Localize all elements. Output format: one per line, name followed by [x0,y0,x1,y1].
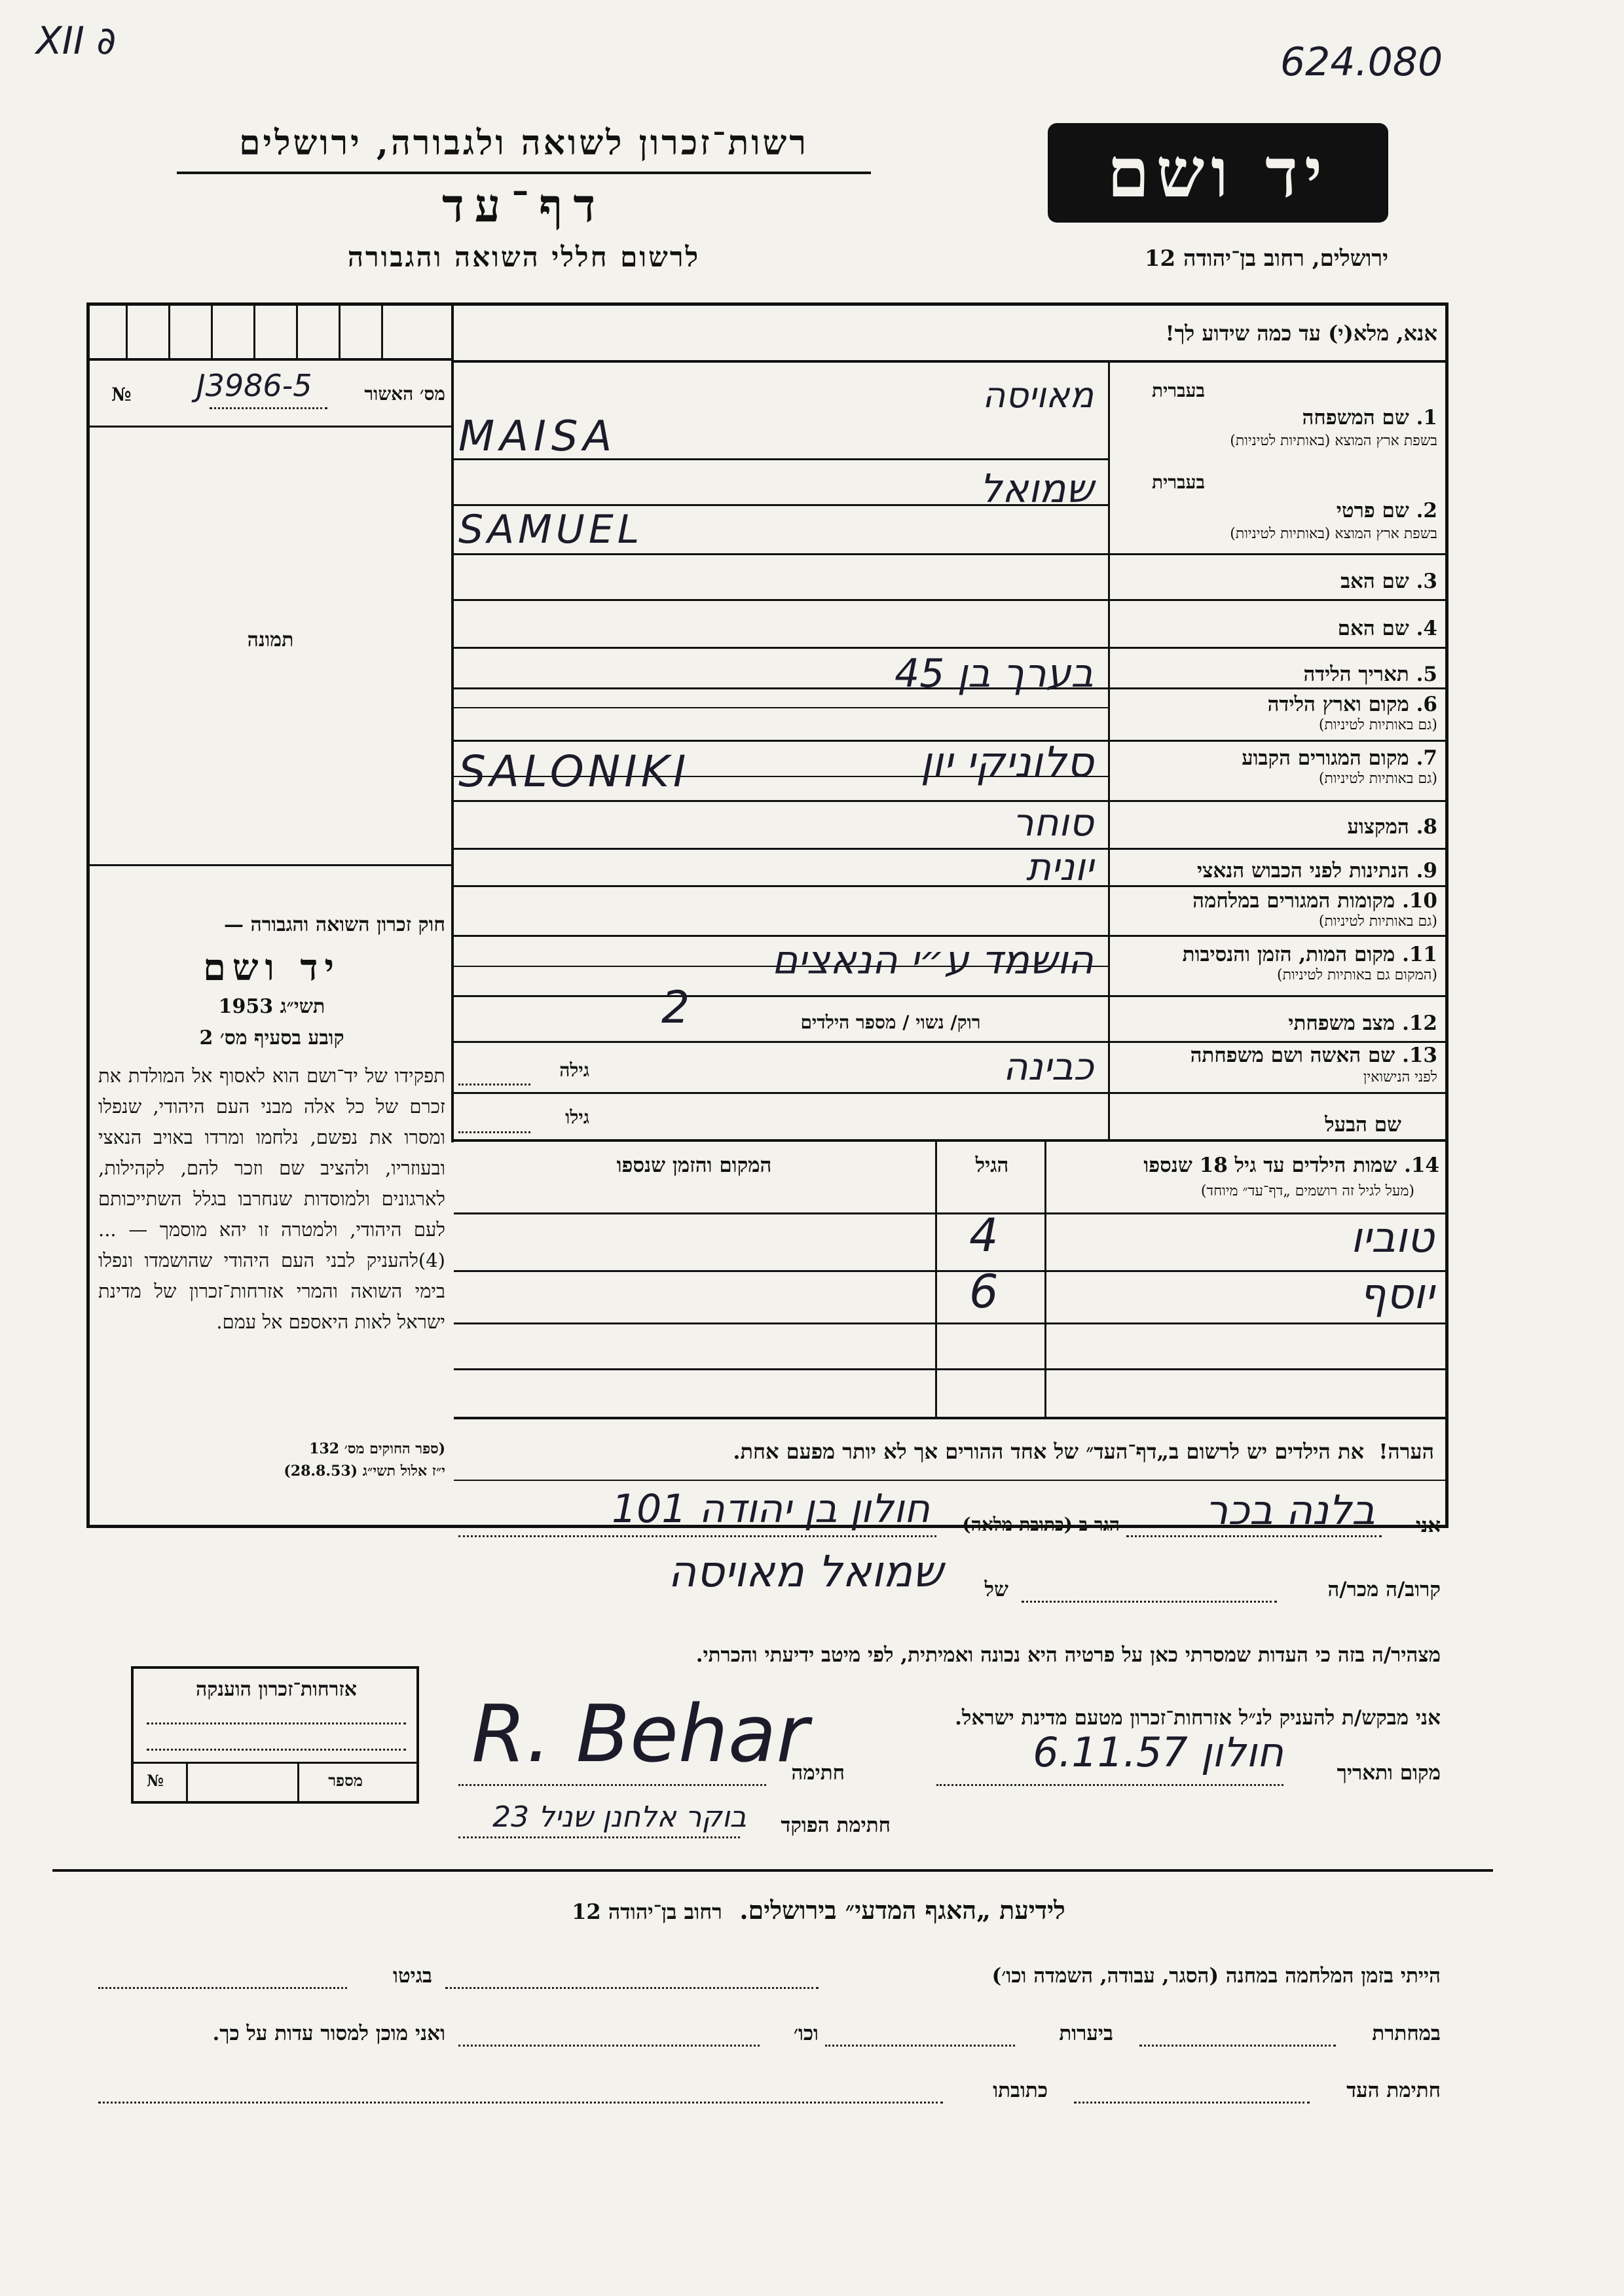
children-col-place: המקום והזמן שנספו [616,1154,772,1177]
citizenship-title: אזרחות־זכרון הוענקה [195,1678,358,1701]
yad-vashem-logo: יד ושם [1048,123,1388,223]
child-1-age: 4 [969,1209,999,1262]
field-1-sub: בשפת ארץ המוצא (באותיות לטיניות) [1230,433,1437,449]
field-6-sub: (גם באותיות לטיניות) [1318,717,1437,733]
request-text: אני מבקש/ת להעניק לנ״ל אזרחות־זכרון מטעם מדינת ישראל. [955,1706,1441,1730]
children-count: 2 [661,982,690,1034]
footer-his-address: כתובתו [993,2079,1048,2102]
field-12-label: 12. מצב משפחתי [1288,1011,1437,1035]
citizenship-box [131,1666,419,1804]
intro-text: אנא, מלא(י) עד כמה שידוע לך! [1165,321,1437,346]
header-address: ירושלים, רחוב בן־יהודה 12 [1144,246,1388,272]
approval-value: J3986-5 [196,368,312,403]
footer-forests: ביערות [1059,2022,1113,2045]
top-left-mark: XII ∂ [36,18,117,63]
field-1-label: 1. שם המשפחה [1302,406,1437,429]
field-2-lang: בעברית [1151,471,1205,493]
field-6-label: 6. מקום וארץ הלידה [1267,693,1437,716]
footer-title: לידיעת „האגף המדעי״ בירושלים. רחוב בן־יהודה 12 [572,1895,1065,1925]
children-col-age: הגיל [975,1154,1009,1177]
footer-ghetto: בגיטו [393,1964,432,1988]
wife-age-label: גילה [559,1059,589,1081]
law-section: קובע בסעיף מס׳ 2 [199,1027,344,1049]
declarant-name: בלנה בכר [1205,1486,1375,1534]
field-8-value: סוחר [1012,800,1094,845]
of-label: של [984,1578,1008,1601]
field-2-value-lat: SAMUEL [458,507,644,553]
field-3-label: 3. שם האב [1340,570,1437,593]
law-year: תשי״ג 1953 [218,995,325,1018]
officer-signature: בוקר אלחנן שניל 23 [492,1800,747,1834]
field-11-value: הושמד ע״י הנאצים [771,938,1094,983]
field-7-value-lat: SALONIKI [458,746,690,797]
signature-label: חתימה [791,1761,845,1785]
child-2-name: יוסף [1359,1270,1434,1319]
law-body: תפקידו של יד־ושם הוא לאסוף אל המולדת את זכרם של כל אלה מבני העם היהודי, שנפלו ומסרו את נפשם, נלחמו ומרדו באויב הנאצי ובעוזריו, ולהציב שם וזכר להם, לקהילות, לארגונים ולמוסדות שנחרבו בגלל השתייכותם לעם היהודי, ולמטרה זו יהא מוסמך — ...(4)להעניק לבני העם היהודי שהושמדו ונפלו בימי השואה והמרי אזרחות־זכרון של מדינת ישראל לאות היאספם אל עמם. [98,1065,445,1333]
field-5-label: 5. תאריך הלידה [1303,663,1437,686]
declarant-i-label: אני [1415,1514,1441,1537]
law-source-1: (ספר החוקים מס׳ 132 [309,1440,445,1457]
declarant-address-label: הגר ב (כתובת מלאה) [962,1514,1120,1535]
remark: הערה! את הילדים יש לרשום ב„דף־העד״ של אחד ההורים אך לא יותר מפעם אחת. [733,1439,1434,1464]
children-title: 14. שמות הילדים עד גיל 18 שנספו [1143,1154,1439,1177]
field-11-label: 11. מקום המות, הזמן והנסיבות [1182,943,1437,966]
declaration-text: מצהיר/ה בזה כי העדות שמסרתי כאן על פרטיה היא נכונה ואמיתית, לפי מיטב ידיעתי והכרתי. [695,1643,1441,1667]
approval-label: מס׳ האשור [364,383,445,405]
husband-age-label: גילו [565,1106,589,1128]
footer-etc: וכו׳ [793,2022,819,2045]
of-value: שמואל מאויסה [668,1546,943,1597]
field-2-label: 2. שם פרטי [1336,499,1437,522]
field-1-value-he: מאויסה [982,374,1094,416]
signature-value: R. Behar [471,1689,809,1780]
field-10-label: 10. מקומות המגורים במלחמה [1192,889,1437,913]
field-5-value: בערך בן 45 [895,651,1094,697]
field-2-sub: בשפת ארץ המוצא (באותיות לטיניות) [1230,526,1437,542]
place-date-label: מקום ותאריך [1337,1761,1441,1785]
field-10-sub: (גם באותיות לטיניות) [1318,913,1437,930]
place-date-value: חולון 6.11.57 [1033,1728,1283,1776]
citizenship-number-label: מספר [328,1771,363,1790]
citizenship-no: № [147,1771,164,1790]
field-1-value-lat: MAISA [458,412,618,461]
law-title: חוק זכרון השואה והגבורה — [224,913,445,936]
field-1-lang: בעברית [1151,380,1205,401]
field-11-sub: (המקום גם באותיות לטיניות) [1277,967,1437,983]
field-7-value-he: סלוניקי יון [920,738,1094,787]
field-2-value-he: שמואל [980,466,1094,512]
doc-subtitle: לרשום חללי השואה והגבורה [347,241,701,273]
field-4-label: 4. שם האם [1337,617,1437,640]
top-left-boxes [90,306,451,361]
field-13-label: 13. שם האשה ושם משפחתה [1190,1044,1437,1067]
law-name: יד ושם [202,946,341,989]
approval-no: № [111,384,132,405]
org-line: רשות־זכרון לשואה ולגבורה, ירושלים [239,123,809,163]
declarant-address: חולון בן יהודה 101 [611,1486,930,1532]
child-1-name: טוביו [1350,1214,1434,1262]
relation-label: קרוב/ה מכר/ה [1327,1578,1441,1601]
footer-camp-line: הייתי בזמן המלחמה במחנה (הסגר, עבודה, השמדה וכו׳) [991,1964,1441,1988]
footer-witness-sig: חתימת העד [1346,2079,1441,2102]
field-7-sub: (גם באותיות לטיניות) [1318,771,1437,787]
field-7-label: 7. מקום המגורים הקבוע [1242,746,1437,770]
law-source-2: י״ז אלול תשי״ג (28.8.53) [284,1463,445,1480]
field-13-sub: לפני הנישואין [1363,1069,1437,1085]
field-9-label: 9. הנתינות לפני הכבוש הנאצי [1197,859,1437,883]
top-right-mark: 624.080 [1280,39,1443,85]
child-2-age: 6 [969,1265,999,1319]
footer-underground: במחתרת [1372,2022,1441,2045]
field-9-value: יונית [1025,845,1094,889]
marital-options: רוק/ נשוי / מספר הילדים [800,1011,981,1033]
photo-label: תמונה [247,629,294,651]
husband-label: שם הבעל [1325,1113,1401,1137]
children-note: (מעל לגיל זה רושמים „דף־עד״ מיוחד) [1200,1183,1414,1199]
field-13-value: כבינה [1003,1044,1094,1089]
field-8-label: 8. המקצוע [1347,815,1437,839]
officer-label: חתימת הפוקד [781,1813,891,1837]
footer-ready: ואני מוכן למסור עדות על כך. [212,2022,445,2045]
doc-title: דף־עד [441,178,606,232]
